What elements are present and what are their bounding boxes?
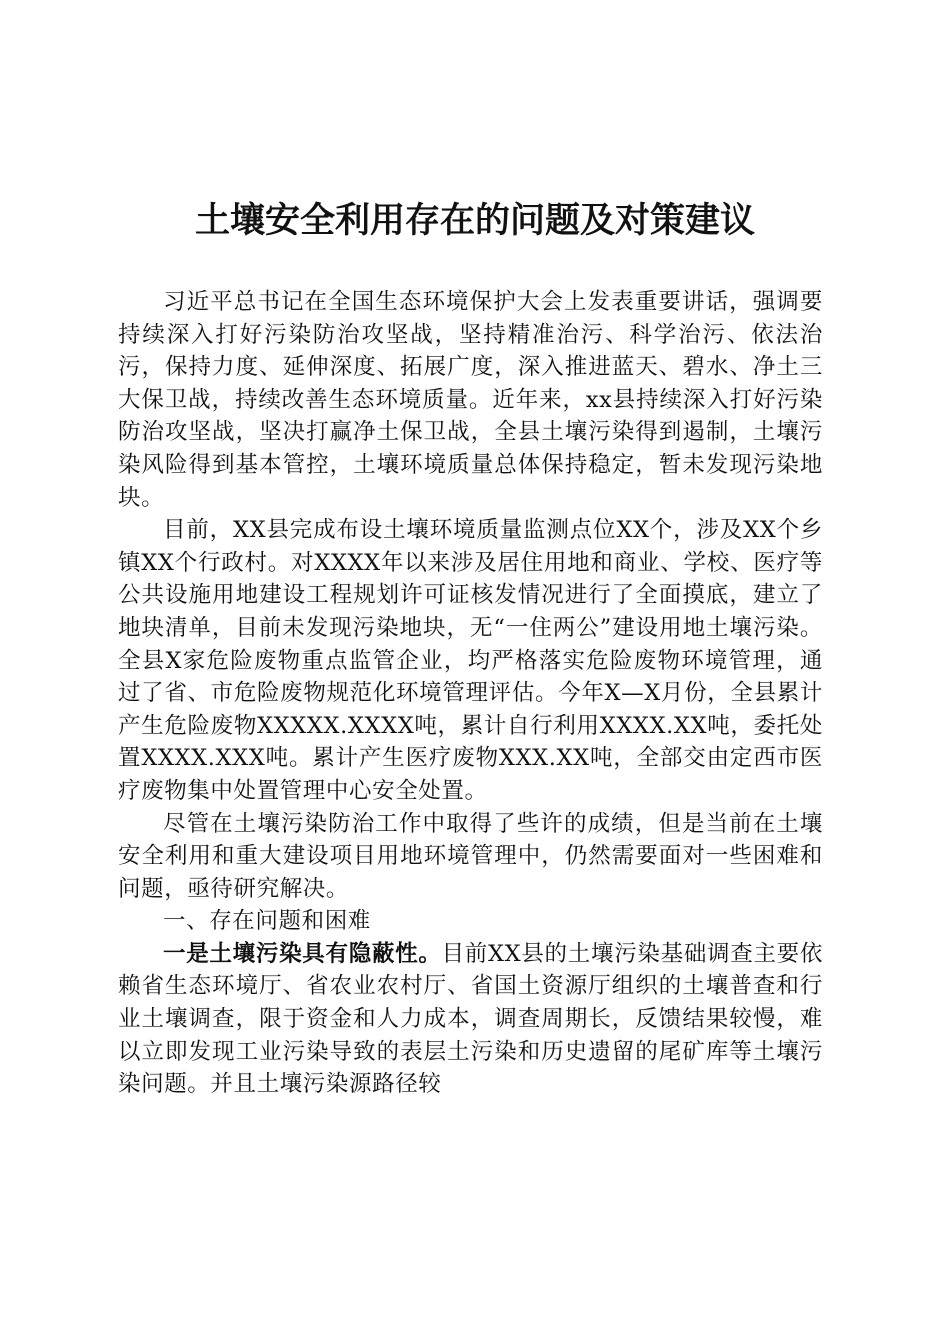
document-body: [118, 286, 823, 1101]
point-1-text: 目前XX县的土壤污染基础调查主要依赖省生态环境厅、省农业农村厅、省国土资源厅组织的土壤普查和行业土壤调查，限于资金和人力成本，调查周期长，反馈结果较慢，难以立即发现工业污染导致的表层土污染和历史遗留的尾矿库等土壤污染问题。并且土壤污染源路径较: [118, 940, 823, 1098]
point-1-lead: 一是土壤污染具有隐蔽性。: [163, 940, 442, 967]
paragraph-transition: 尽管在土壤污染防治工作中取得了些许的成绩，但是当前在土壤安全利用和重大建设项目用地环境管理中，仍然需要面对一些困难和问题，亟待研究解决。: [118, 810, 823, 902]
section-heading: 一、存在问题和困难: [163, 908, 371, 935]
page-title: 土壤安全利用存在的问题及对策建议: [194, 200, 755, 241]
paragraph-point-1: [118, 938, 823, 1101]
paragraph-intro: 习近平总书记在全国生态环境保护大会上发表重要讲话，强调要持续深入打好污染防治攻坚战，坚持精准治污、科学治污、依法治污，保持力度、延伸深度、拓展广度，深入推进蓝天、碧水、净土三大保卫战，持续改善生态环境质量。近年来，xx县持续深入打好污染防治攻坚战，坚决打赢净土保卫战，全县土壤污染得到遏制，土壤污染风险得到基本管控，土壤环境质量总体保持稳定，暂未发现污染地块。: [118, 289, 823, 511]
paragraph-status: 目前，XX县完成布设土壤环境质量监测点位XX个，涉及XX个乡镇XX个行政村。对XXXX年以来涉及居住用地和商业、学校、医疗等公共设施用地建设工程规划许可证核发情况进行了全面摸底，建立了地块清单，目前未发现污染地块，无“一住两公”建设用地土壤污染。全县X家危险废物重点监管企业，均严格落实危险废物环境管理，通过了省、市危险废物规范化环境管理评估。今年X—X月份，全县累计产生危险废物XXXXX.XXXX吨，累计自行利用XXXX.XX吨，委托处置XXXX.XXX吨。累计产生医疗废物XXX.XX吨，全部交由定西市医疗废物集中处置管理中心安全处置。: [118, 517, 823, 804]
